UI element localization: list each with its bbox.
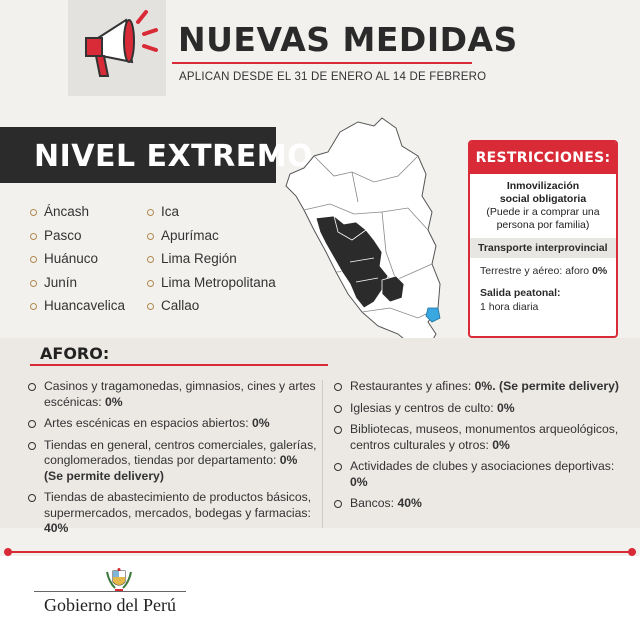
aforo-item <box>334 379 634 395</box>
gobierno-logo-text: Gobierno del Perú <box>44 595 176 615</box>
transporte-line <box>470 258 616 277</box>
title-rule <box>172 62 472 64</box>
region-item: Huancavelica <box>30 294 125 318</box>
bottom-divider <box>8 551 636 553</box>
divider-dot-right <box>628 548 636 556</box>
aforo-item-text: Bibliotecas, museos, monumentos arqueológicos, centros culturales y otros: <box>350 422 619 452</box>
aforo-title: AFORO: <box>40 344 110 363</box>
aforo-item-value: 0% <box>350 474 368 489</box>
restricciones-panel <box>468 140 618 338</box>
salida-title: Salida peatonal: <box>480 287 561 299</box>
region-item: Huánuco <box>30 247 125 271</box>
aforo-item-value: 0% <box>497 400 515 415</box>
page-title: NUEVAS MEDIDAS <box>178 20 518 59</box>
megaphone-icon <box>68 0 166 96</box>
transporte-value: 0% <box>592 265 608 277</box>
aforo-list-right <box>334 379 634 518</box>
regions-list-col2 <box>147 200 276 318</box>
aforo-item-text: Iglesias y centros de culto: <box>350 400 497 415</box>
aforo-item-value: 40% <box>44 521 69 535</box>
megaphone-box <box>68 0 166 96</box>
aforo-item <box>334 496 634 512</box>
inmovilizacion-title: Inmovilización social obligatoria <box>499 180 587 205</box>
aforo-item-value: 0% <box>104 394 123 409</box>
restricciones-title: RESTRICCIONES: <box>470 142 616 174</box>
aforo-item-text: Actividades de clubes y asociaciones deportivas: <box>350 459 615 473</box>
aforo-item-text: Bancos: <box>350 496 398 510</box>
aforo-item <box>28 379 324 410</box>
divider-dot-left <box>4 548 12 556</box>
aforo-item-text: Restaurantes y afines: <box>350 379 475 393</box>
region-item: Apurímac <box>147 224 276 248</box>
logo-rule <box>34 591 186 592</box>
region-item: Junín <box>30 271 125 295</box>
aforo-item <box>28 416 324 432</box>
region-item: Callao <box>147 294 276 318</box>
page-subtitle: APLICAN DESDE EL 31 DE ENERO AL 14 DE FEBRERO <box>179 71 487 83</box>
region-item: Pasco <box>30 224 125 248</box>
header <box>0 0 640 112</box>
aforo-item-text: Tiendas de abastecimiento de productos básicos, supermercados, mercados, bodegas y farmacias: <box>44 490 312 520</box>
region-item: Ica <box>147 200 276 224</box>
aforo-rule <box>30 364 328 366</box>
aforo-item-note: (Se permite delivery) <box>44 468 164 483</box>
aforo-item <box>334 401 634 417</box>
region-item: Lima Metropolitana <box>147 271 276 295</box>
aforo-item-text: Artes escénicas en espacios abiertos: <box>44 416 252 430</box>
aforo-item-value: 0% <box>251 416 270 430</box>
transporte-title: Transporte interprovincial <box>470 238 616 258</box>
transporte-text: Terrestre y aéreo: aforo <box>480 265 590 277</box>
peru-map <box>278 112 468 357</box>
regions-list-col1 <box>30 200 125 318</box>
region-item: Lima Región <box>147 247 276 271</box>
aforo-item <box>334 422 634 453</box>
inmovilizacion-block <box>470 180 616 232</box>
aforo-item <box>28 490 324 537</box>
aforo-item-text: Casinos y tragamonedas, gimnasios, cines y artes escénicas: <box>44 379 316 409</box>
aforo-list-left <box>28 379 324 543</box>
aforo-item-value: 40% <box>397 496 422 510</box>
salida-text: 1 hora diaria <box>480 301 539 313</box>
region-item: Áncash <box>30 200 125 224</box>
aforo-item <box>28 438 324 485</box>
inmovilizacion-note: (Puede ir a comprar una persona por familia) <box>486 206 600 231</box>
nivel-title: NIVEL EXTREMO <box>34 139 314 174</box>
aforo-item-text: Tiendas en general, centros comerciales, galerías, conglomerados, tiendas por departamento: <box>44 437 317 467</box>
aforo-item-value: 0%. (Se permite delivery) <box>474 379 619 393</box>
aforo-item-value: 0% <box>492 437 510 452</box>
aforo-item-value: 0% <box>279 453 298 467</box>
aforo-item <box>334 459 634 490</box>
